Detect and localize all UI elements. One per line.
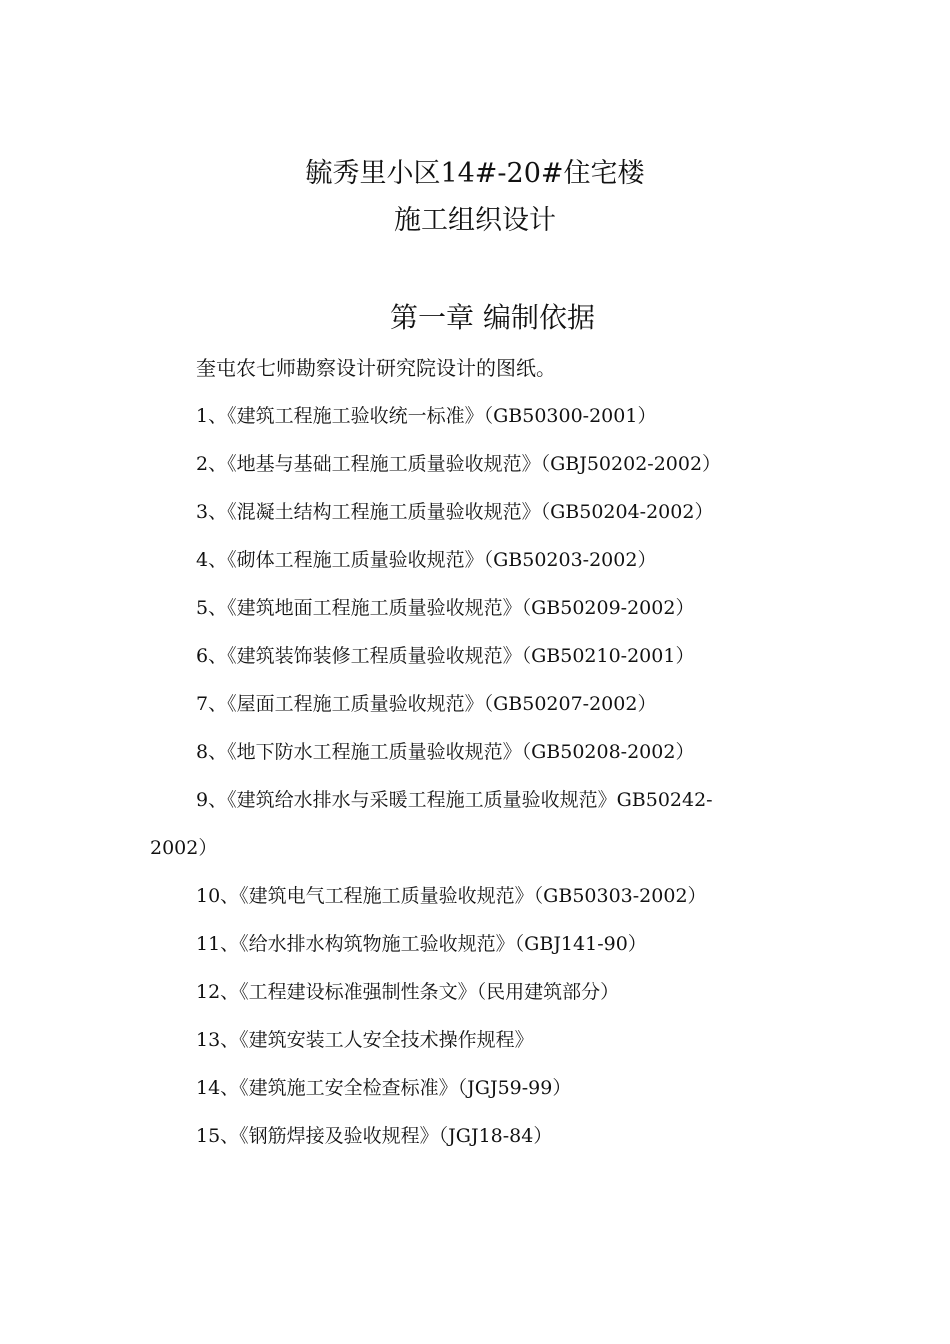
chapter-heading: 第一章 编制依据 [390,301,595,334]
document-title-line-1: 毓秀里小区14#-20#住宅楼 [305,158,645,189]
intro-paragraph: 奎屯农七师勘察设计研究院设计的图纸。 [196,356,556,380]
reference-item: 7、《屋面工程施工质量验收规范》（GB50207-2002） [196,693,657,715]
reference-item: 3、《混凝土结构工程施工质量验收规范》（GB50204-2002） [196,501,714,523]
reference-item: 1、《建筑工程施工验收统一标准》（GB50300-2001） [196,405,657,427]
reference-item: 12、《工程建设标准强制性条文》（民用建筑部分） [196,981,620,1003]
reference-item: 2、《地基与基础工程施工质量验收规范》（GBJ50202-2002） [196,453,722,475]
reference-item: 8、《地下防水工程施工质量验收规范》（GB50208-2002） [196,741,695,763]
reference-item-continuation: 2002） [150,837,218,859]
reference-item: 15、《钢筋焊接及验收规程》（JGJ18-84） [196,1125,553,1147]
reference-item: 10、《建筑电气工程施工质量验收规范》（GB50303-2002） [196,885,707,907]
reference-item: 5、《建筑地面工程施工质量验收规范》（GB50209-2002） [196,597,695,619]
reference-item: 14、《建筑施工安全检查标准》（JGJ59-99） [196,1077,572,1099]
reference-item: 4、《砌体工程施工质量验收规范》（GB50203-2002） [196,549,657,571]
document-title-line-2: 施工组织设计 [394,205,556,236]
reference-item: 13、《建筑安装工人安全技术操作规程》 [196,1029,534,1051]
reference-item: 6、《建筑装饰装修工程质量验收规范》（GB50210-2001） [196,645,695,667]
reference-item: 11、《给水排水构筑物施工验收规范》（GBJ141-90） [196,933,647,955]
reference-item: 9、《建筑给水排水与采暖工程施工质量验收规范》GB50242- [196,789,713,811]
